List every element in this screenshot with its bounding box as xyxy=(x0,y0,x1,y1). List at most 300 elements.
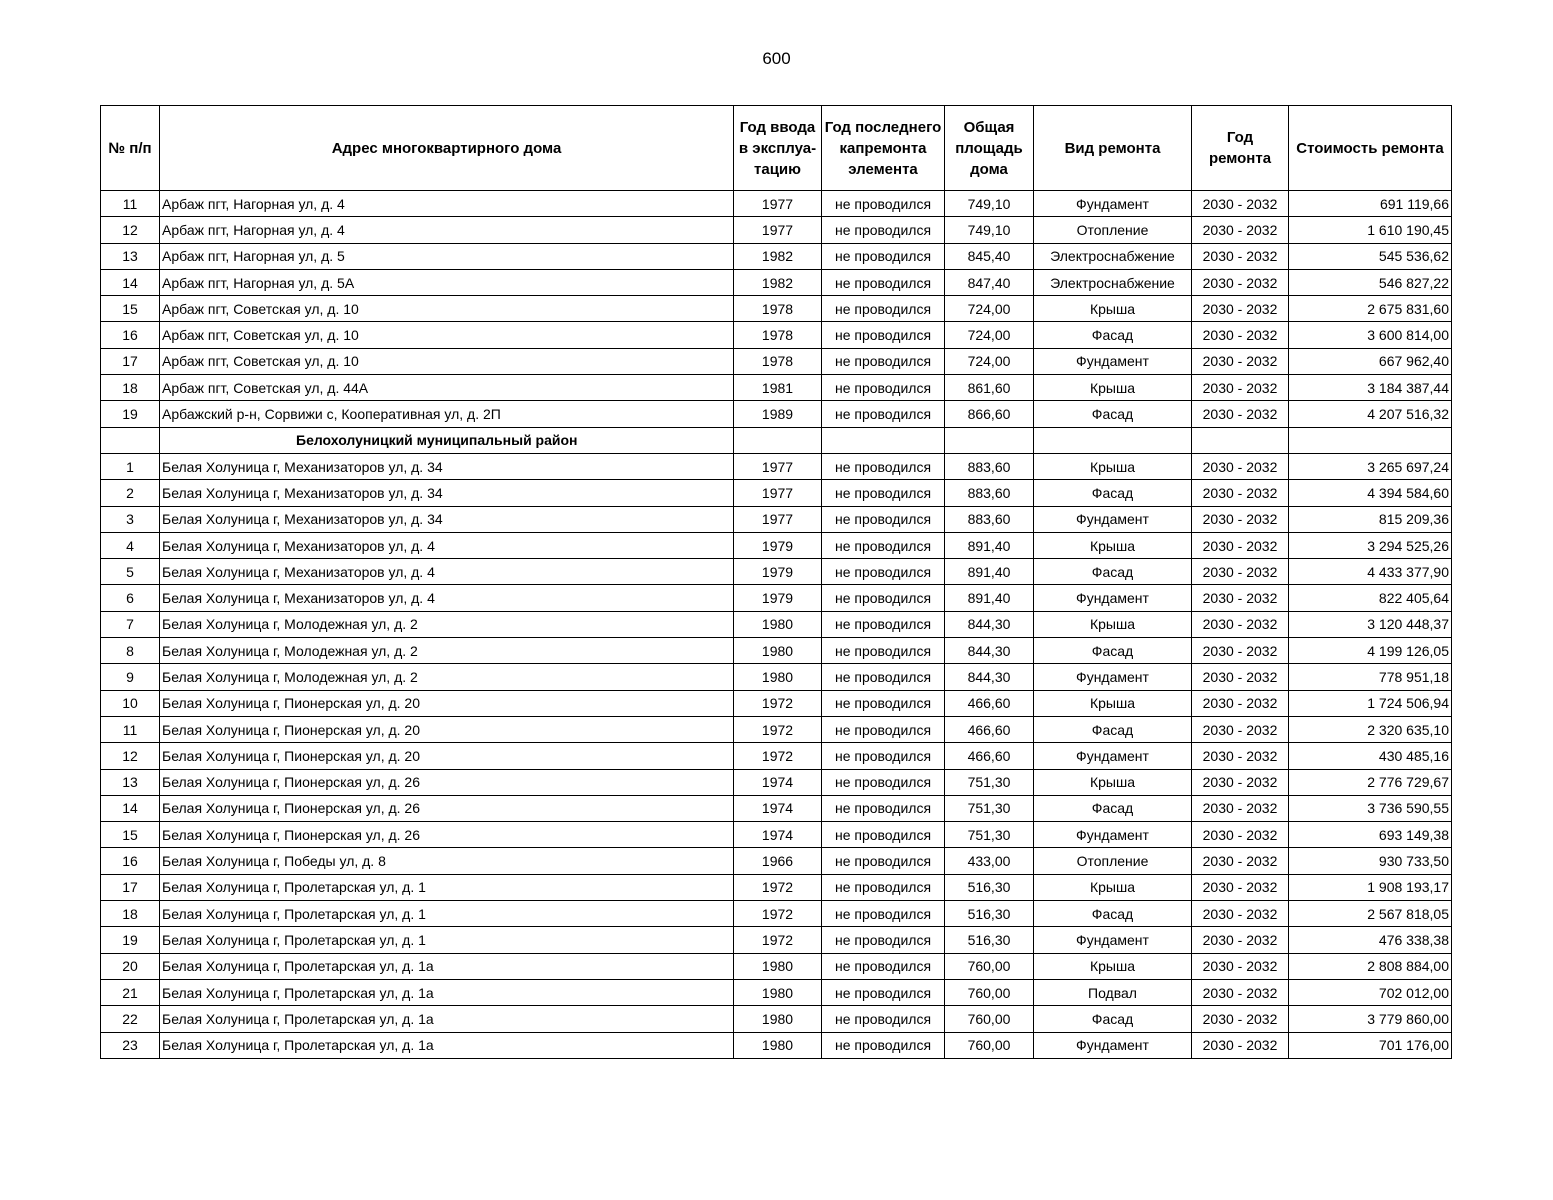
table-row xyxy=(101,1032,1452,1058)
cell-year-built: 1977 xyxy=(734,506,822,532)
cell-repair-type: Крыша xyxy=(1034,769,1192,795)
cell-area: 724,00 xyxy=(945,348,1034,374)
cell-repair-type: Фасад xyxy=(1034,716,1192,742)
cell-repair-year: 2030 - 2032 xyxy=(1192,743,1289,769)
cell-area: 466,60 xyxy=(945,716,1034,742)
cell-area: 516,30 xyxy=(945,901,1034,927)
table-row xyxy=(101,901,1452,927)
cell-address: Белая Холуница г, Пролетарская ул, д. 1 xyxy=(160,927,734,953)
cell-num: 15 xyxy=(101,296,160,322)
cell-repair-year: 2030 - 2032 xyxy=(1192,217,1289,243)
cell-year-built: 1979 xyxy=(734,532,822,558)
cell-cost: 4 433 377,90 xyxy=(1289,559,1452,585)
cell-repair-year: 2030 - 2032 xyxy=(1192,1006,1289,1032)
cell-last-repair: не проводился xyxy=(822,348,945,374)
cell-repair-type: Фундамент xyxy=(1034,664,1192,690)
cell-repair-year: 2030 - 2032 xyxy=(1192,585,1289,611)
table-row xyxy=(101,953,1452,979)
section-row xyxy=(101,427,1452,453)
cell-cost: 701 176,00 xyxy=(1289,1032,1452,1058)
cell-num: 13 xyxy=(101,769,160,795)
section-empty-cell xyxy=(1034,427,1192,453)
cell-address: Белая Холуница г, Механизаторов ул, д. 4 xyxy=(160,585,734,611)
cell-address: Белая Холуница г, Молодежная ул, д. 2 xyxy=(160,664,734,690)
header-year-built: Год ввода в эксплуа-тацию xyxy=(734,106,822,191)
cell-repair-type: Фундамент xyxy=(1034,348,1192,374)
cell-repair-type: Крыша xyxy=(1034,375,1192,401)
cell-address: Арбаж пгт, Советская ул, д. 44А xyxy=(160,375,734,401)
cell-repair-type: Фундамент xyxy=(1034,822,1192,848)
table-row xyxy=(101,611,1452,637)
cell-last-repair: не проводился xyxy=(822,927,945,953)
cell-num: 15 xyxy=(101,822,160,848)
cell-last-repair: не проводился xyxy=(822,269,945,295)
cell-address: Белая Холуница г, Механизаторов ул, д. 4 xyxy=(160,532,734,558)
cell-last-repair: не проводился xyxy=(822,585,945,611)
header-cost: Стоимость ремонта xyxy=(1289,106,1452,191)
section-empty-cell xyxy=(1192,427,1289,453)
cell-cost: 1 610 190,45 xyxy=(1289,217,1452,243)
header-num: № п/п xyxy=(101,106,160,191)
cell-repair-year: 2030 - 2032 xyxy=(1192,795,1289,821)
table-row xyxy=(101,743,1452,769)
cell-address: Белая Холуница г, Пионерская ул, д. 26 xyxy=(160,822,734,848)
cell-last-repair: не проводился xyxy=(822,375,945,401)
cell-area: 760,00 xyxy=(945,979,1034,1005)
cell-year-built: 1980 xyxy=(734,1006,822,1032)
cell-num: 6 xyxy=(101,585,160,611)
cell-num: 11 xyxy=(101,716,160,742)
cell-repair-type: Электроснабжение xyxy=(1034,243,1192,269)
section-empty-cell xyxy=(101,427,160,453)
table-row xyxy=(101,795,1452,821)
cell-repair-type: Фундамент xyxy=(1034,191,1192,217)
section-empty-cell xyxy=(945,427,1034,453)
cell-repair-year: 2030 - 2032 xyxy=(1192,243,1289,269)
cell-last-repair: не проводился xyxy=(822,1032,945,1058)
cell-year-built: 1977 xyxy=(734,480,822,506)
table-row xyxy=(101,401,1452,427)
cell-cost: 4 394 584,60 xyxy=(1289,480,1452,506)
cell-area: 724,00 xyxy=(945,322,1034,348)
table-row xyxy=(101,348,1452,374)
cell-repair-type: Отопление xyxy=(1034,848,1192,874)
cell-cost: 702 012,00 xyxy=(1289,979,1452,1005)
header-area: Общая площадь дома xyxy=(945,106,1034,191)
cell-repair-year: 2030 - 2032 xyxy=(1192,822,1289,848)
table-row xyxy=(101,848,1452,874)
cell-repair-year: 2030 - 2032 xyxy=(1192,716,1289,742)
cell-area: 847,40 xyxy=(945,269,1034,295)
cell-address: Белая Холуница г, Пролетарская ул, д. 1а xyxy=(160,979,734,1005)
table-body-arbazh xyxy=(101,191,1452,428)
cell-repair-year: 2030 - 2032 xyxy=(1192,874,1289,900)
cell-num: 7 xyxy=(101,611,160,637)
cell-area: 516,30 xyxy=(945,874,1034,900)
cell-year-built: 1979 xyxy=(734,585,822,611)
cell-num: 8 xyxy=(101,638,160,664)
cell-cost: 815 209,36 xyxy=(1289,506,1452,532)
cell-cost: 2 567 818,05 xyxy=(1289,901,1452,927)
cell-address: Белая Холуница г, Пролетарская ул, д. 1 xyxy=(160,901,734,927)
table-row xyxy=(101,532,1452,558)
table-row xyxy=(101,585,1452,611)
cell-area: 466,60 xyxy=(945,690,1034,716)
cell-repair-type: Фасад xyxy=(1034,1006,1192,1032)
cell-last-repair: не проводился xyxy=(822,401,945,427)
cell-address: Арбаж пгт, Советская ул, д. 10 xyxy=(160,322,734,348)
cell-area: 891,40 xyxy=(945,585,1034,611)
cell-repair-type: Фасад xyxy=(1034,480,1192,506)
cell-cost: 2 808 884,00 xyxy=(1289,953,1452,979)
cell-last-repair: не проводился xyxy=(822,953,945,979)
cell-repair-type: Фундамент xyxy=(1034,743,1192,769)
cell-last-repair: не проводился xyxy=(822,322,945,348)
cell-year-built: 1980 xyxy=(734,638,822,664)
cell-cost: 3 736 590,55 xyxy=(1289,795,1452,821)
cell-last-repair: не проводился xyxy=(822,506,945,532)
cell-repair-type: Крыша xyxy=(1034,453,1192,479)
cell-last-repair: не проводился xyxy=(822,243,945,269)
cell-year-built: 1966 xyxy=(734,848,822,874)
cell-area: 760,00 xyxy=(945,953,1034,979)
cell-last-repair: не проводился xyxy=(822,532,945,558)
cell-address: Белая Холуница г, Молодежная ул, д. 2 xyxy=(160,611,734,637)
cell-area: 883,60 xyxy=(945,506,1034,532)
cell-repair-year: 2030 - 2032 xyxy=(1192,638,1289,664)
cell-num: 2 xyxy=(101,480,160,506)
cell-num: 18 xyxy=(101,375,160,401)
cell-cost: 545 536,62 xyxy=(1289,243,1452,269)
cell-area: 891,40 xyxy=(945,532,1034,558)
cell-repair-year: 2030 - 2032 xyxy=(1192,953,1289,979)
cell-num: 23 xyxy=(101,1032,160,1058)
repair-table xyxy=(100,105,1452,1059)
table-body-belaya-kholunitsa xyxy=(101,453,1452,1058)
cell-num: 19 xyxy=(101,927,160,953)
header-row xyxy=(101,106,1452,191)
cell-num: 3 xyxy=(101,506,160,532)
cell-repair-year: 2030 - 2032 xyxy=(1192,506,1289,532)
cell-repair-type: Крыша xyxy=(1034,611,1192,637)
page-number: 600 xyxy=(762,49,791,68)
cell-num: 19 xyxy=(101,401,160,427)
section-empty-cell xyxy=(822,427,945,453)
cell-year-built: 1980 xyxy=(734,953,822,979)
cell-address: Белая Холуница г, Механизаторов ул, д. 34 xyxy=(160,453,734,479)
header-repair-type: Вид ремонта xyxy=(1034,106,1192,191)
cell-last-repair: не проводился xyxy=(822,638,945,664)
cell-num: 9 xyxy=(101,664,160,690)
cell-repair-type: Отопление xyxy=(1034,217,1192,243)
cell-cost: 3 120 448,37 xyxy=(1289,611,1452,637)
cell-repair-type: Фундамент xyxy=(1034,1032,1192,1058)
cell-last-repair: не проводился xyxy=(822,191,945,217)
cell-num: 10 xyxy=(101,690,160,716)
table-row xyxy=(101,480,1452,506)
cell-cost: 778 951,18 xyxy=(1289,664,1452,690)
cell-cost: 822 405,64 xyxy=(1289,585,1452,611)
cell-repair-type: Крыша xyxy=(1034,874,1192,900)
cell-repair-year: 2030 - 2032 xyxy=(1192,453,1289,479)
cell-last-repair: не проводился xyxy=(822,901,945,927)
cell-address: Белая Холуница г, Механизаторов ул, д. 34 xyxy=(160,480,734,506)
cell-repair-type: Крыша xyxy=(1034,532,1192,558)
cell-num: 11 xyxy=(101,191,160,217)
cell-num: 14 xyxy=(101,269,160,295)
cell-area: 751,30 xyxy=(945,769,1034,795)
table-row xyxy=(101,243,1452,269)
cell-area: 760,00 xyxy=(945,1006,1034,1032)
cell-repair-type: Крыша xyxy=(1034,296,1192,322)
table-row xyxy=(101,296,1452,322)
table-row xyxy=(101,1006,1452,1032)
cell-area: 891,40 xyxy=(945,559,1034,585)
table-row xyxy=(101,322,1452,348)
cell-last-repair: не проводился xyxy=(822,848,945,874)
cell-area: 760,00 xyxy=(945,1032,1034,1058)
cell-cost: 3 600 814,00 xyxy=(1289,322,1452,348)
section-empty-cell xyxy=(1289,427,1452,453)
table-row xyxy=(101,822,1452,848)
cell-address: Арбажский р-н, Сорвижи с, Кооперативная ул, д. 2П xyxy=(160,401,734,427)
cell-repair-year: 2030 - 2032 xyxy=(1192,848,1289,874)
cell-address: Белая Холуница г, Пионерская ул, д. 20 xyxy=(160,743,734,769)
cell-last-repair: не проводился xyxy=(822,795,945,821)
cell-cost: 3 779 860,00 xyxy=(1289,1006,1452,1032)
cell-year-built: 1978 xyxy=(734,322,822,348)
cell-cost: 1 908 193,17 xyxy=(1289,874,1452,900)
table-row xyxy=(101,979,1452,1005)
cell-address: Арбаж пгт, Советская ул, д. 10 xyxy=(160,296,734,322)
cell-year-built: 1972 xyxy=(734,901,822,927)
cell-year-built: 1989 xyxy=(734,401,822,427)
cell-num: 13 xyxy=(101,243,160,269)
cell-repair-type: Крыша xyxy=(1034,953,1192,979)
cell-area: 883,60 xyxy=(945,480,1034,506)
cell-last-repair: не проводился xyxy=(822,1006,945,1032)
cell-repair-year: 2030 - 2032 xyxy=(1192,927,1289,953)
cell-year-built: 1972 xyxy=(734,874,822,900)
cell-num: 16 xyxy=(101,322,160,348)
cell-area: 724,00 xyxy=(945,296,1034,322)
cell-num: 17 xyxy=(101,348,160,374)
cell-cost: 4 207 516,32 xyxy=(1289,401,1452,427)
table-row xyxy=(101,716,1452,742)
cell-area: 749,10 xyxy=(945,217,1034,243)
cell-year-built: 1974 xyxy=(734,822,822,848)
cell-last-repair: не проводился xyxy=(822,480,945,506)
cell-area: 466,60 xyxy=(945,743,1034,769)
cell-repair-year: 2030 - 2032 xyxy=(1192,480,1289,506)
cell-address: Арбаж пгт, Советская ул, д. 10 xyxy=(160,348,734,374)
cell-address: Белая Холуница г, Пионерская ул, д. 20 xyxy=(160,716,734,742)
cell-num: 22 xyxy=(101,1006,160,1032)
table-row xyxy=(101,269,1452,295)
cell-area: 883,60 xyxy=(945,453,1034,479)
cell-last-repair: не проводился xyxy=(822,769,945,795)
table-row xyxy=(101,927,1452,953)
cell-num: 14 xyxy=(101,795,160,821)
table-row xyxy=(101,375,1452,401)
cell-repair-type: Фасад xyxy=(1034,401,1192,427)
cell-cost: 430 485,16 xyxy=(1289,743,1452,769)
cell-last-repair: не проводился xyxy=(822,664,945,690)
cell-last-repair: не проводился xyxy=(822,559,945,585)
cell-repair-year: 2030 - 2032 xyxy=(1192,901,1289,927)
cell-num: 20 xyxy=(101,953,160,979)
cell-repair-year: 2030 - 2032 xyxy=(1192,690,1289,716)
cell-num: 18 xyxy=(101,901,160,927)
cell-area: 844,30 xyxy=(945,638,1034,664)
section-title: Белохолуницкий муниципальный район xyxy=(160,427,734,453)
cell-address: Белая Холуница г, Пролетарская ул, д. 1а xyxy=(160,953,734,979)
cell-repair-type: Фундамент xyxy=(1034,585,1192,611)
cell-year-built: 1978 xyxy=(734,348,822,374)
cell-year-built: 1982 xyxy=(734,269,822,295)
cell-num: 12 xyxy=(101,743,160,769)
cell-cost: 667 962,40 xyxy=(1289,348,1452,374)
cell-year-built: 1974 xyxy=(734,769,822,795)
cell-year-built: 1980 xyxy=(734,1032,822,1058)
cell-address: Арбаж пгт, Нагорная ул, д. 4 xyxy=(160,217,734,243)
cell-address: Белая Холуница г, Пролетарская ул, д. 1а xyxy=(160,1032,734,1058)
cell-num: 16 xyxy=(101,848,160,874)
cell-address: Арбаж пгт, Нагорная ул, д. 5А xyxy=(160,269,734,295)
cell-area: 751,30 xyxy=(945,822,1034,848)
cell-cost: 2 675 831,60 xyxy=(1289,296,1452,322)
table-row xyxy=(101,638,1452,664)
table-row xyxy=(101,690,1452,716)
cell-last-repair: не проводился xyxy=(822,716,945,742)
cell-year-built: 1972 xyxy=(734,927,822,953)
cell-num: 1 xyxy=(101,453,160,479)
cell-address: Белая Холуница г, Молодежная ул, д. 2 xyxy=(160,638,734,664)
cell-repair-type: Фундамент xyxy=(1034,927,1192,953)
cell-area: 844,30 xyxy=(945,611,1034,637)
cell-cost: 4 199 126,05 xyxy=(1289,638,1452,664)
cell-cost: 930 733,50 xyxy=(1289,848,1452,874)
cell-cost: 546 827,22 xyxy=(1289,269,1452,295)
section-body xyxy=(101,427,1452,453)
table-row xyxy=(101,217,1452,243)
cell-address: Белая Холуница г, Пионерская ул, д. 20 xyxy=(160,690,734,716)
cell-area: 844,30 xyxy=(945,664,1034,690)
table-row xyxy=(101,664,1452,690)
cell-year-built: 1974 xyxy=(734,795,822,821)
cell-address: Арбаж пгт, Нагорная ул, д. 4 xyxy=(160,191,734,217)
cell-address: Белая Холуница г, Победы ул, д. 8 xyxy=(160,848,734,874)
cell-year-built: 1981 xyxy=(734,375,822,401)
cell-area: 749,10 xyxy=(945,191,1034,217)
cell-repair-year: 2030 - 2032 xyxy=(1192,322,1289,348)
cell-year-built: 1977 xyxy=(734,191,822,217)
cell-cost: 1 724 506,94 xyxy=(1289,690,1452,716)
cell-address: Белая Холуница г, Механизаторов ул, д. 4 xyxy=(160,559,734,585)
cell-num: 17 xyxy=(101,874,160,900)
table-row xyxy=(101,874,1452,900)
cell-last-repair: не проводился xyxy=(822,690,945,716)
cell-last-repair: не проводился xyxy=(822,874,945,900)
cell-num: 21 xyxy=(101,979,160,1005)
cell-cost: 691 119,66 xyxy=(1289,191,1452,217)
cell-cost: 693 149,38 xyxy=(1289,822,1452,848)
cell-year-built: 1980 xyxy=(734,979,822,1005)
cell-year-built: 1982 xyxy=(734,243,822,269)
cell-repair-year: 2030 - 2032 xyxy=(1192,559,1289,585)
cell-repair-type: Фундамент xyxy=(1034,506,1192,532)
cell-last-repair: не проводился xyxy=(822,453,945,479)
cell-address: Белая Холуница г, Механизаторов ул, д. 34 xyxy=(160,506,734,532)
cell-repair-year: 2030 - 2032 xyxy=(1192,296,1289,322)
header-last-repair: Год последнего капремонта элемента xyxy=(822,106,945,191)
cell-repair-year: 2030 - 2032 xyxy=(1192,769,1289,795)
cell-last-repair: не проводился xyxy=(822,822,945,848)
cell-repair-year: 2030 - 2032 xyxy=(1192,191,1289,217)
cell-year-built: 1977 xyxy=(734,217,822,243)
cell-area: 861,60 xyxy=(945,375,1034,401)
cell-year-built: 1979 xyxy=(734,559,822,585)
cell-repair-type: Крыша xyxy=(1034,690,1192,716)
cell-repair-year: 2030 - 2032 xyxy=(1192,979,1289,1005)
cell-cost: 3 265 697,24 xyxy=(1289,453,1452,479)
cell-year-built: 1972 xyxy=(734,716,822,742)
table-row xyxy=(101,191,1452,217)
cell-repair-year: 2030 - 2032 xyxy=(1192,401,1289,427)
cell-year-built: 1978 xyxy=(734,296,822,322)
cell-repair-type: Подвал xyxy=(1034,979,1192,1005)
cell-repair-year: 2030 - 2032 xyxy=(1192,269,1289,295)
table-row xyxy=(101,559,1452,585)
table-row xyxy=(101,506,1452,532)
cell-year-built: 1977 xyxy=(734,453,822,479)
cell-repair-type: Фасад xyxy=(1034,795,1192,821)
cell-address: Белая Холуница г, Пионерская ул, д. 26 xyxy=(160,769,734,795)
cell-last-repair: не проводился xyxy=(822,611,945,637)
cell-last-repair: не проводился xyxy=(822,979,945,1005)
cell-repair-type: Электроснабжение xyxy=(1034,269,1192,295)
cell-cost: 2 320 635,10 xyxy=(1289,716,1452,742)
cell-area: 845,40 xyxy=(945,243,1034,269)
cell-year-built: 1980 xyxy=(734,611,822,637)
cell-repair-year: 2030 - 2032 xyxy=(1192,375,1289,401)
cell-repair-type: Фасад xyxy=(1034,901,1192,927)
cell-repair-year: 2030 - 2032 xyxy=(1192,1032,1289,1058)
cell-cost: 2 776 729,67 xyxy=(1289,769,1452,795)
cell-num: 12 xyxy=(101,217,160,243)
cell-address: Белая Холуница г, Пионерская ул, д. 26 xyxy=(160,795,734,821)
cell-year-built: 1980 xyxy=(734,664,822,690)
cell-num: 5 xyxy=(101,559,160,585)
cell-year-built: 1972 xyxy=(734,743,822,769)
cell-area: 433,00 xyxy=(945,848,1034,874)
cell-cost: 3 294 525,26 xyxy=(1289,532,1452,558)
section-empty-cell xyxy=(734,427,822,453)
cell-repair-type: Фасад xyxy=(1034,559,1192,585)
cell-area: 866,60 xyxy=(945,401,1034,427)
cell-num: 4 xyxy=(101,532,160,558)
cell-address: Белая Холуница г, Пролетарская ул, д. 1 xyxy=(160,874,734,900)
cell-repair-year: 2030 - 2032 xyxy=(1192,664,1289,690)
cell-repair-year: 2030 - 2032 xyxy=(1192,611,1289,637)
cell-address: Белая Холуница г, Пролетарская ул, д. 1а xyxy=(160,1006,734,1032)
cell-repair-year: 2030 - 2032 xyxy=(1192,348,1289,374)
cell-last-repair: не проводился xyxy=(822,743,945,769)
table-row xyxy=(101,769,1452,795)
cell-address: Арбаж пгт, Нагорная ул, д. 5 xyxy=(160,243,734,269)
table-row xyxy=(101,453,1452,479)
cell-repair-year: 2030 - 2032 xyxy=(1192,532,1289,558)
